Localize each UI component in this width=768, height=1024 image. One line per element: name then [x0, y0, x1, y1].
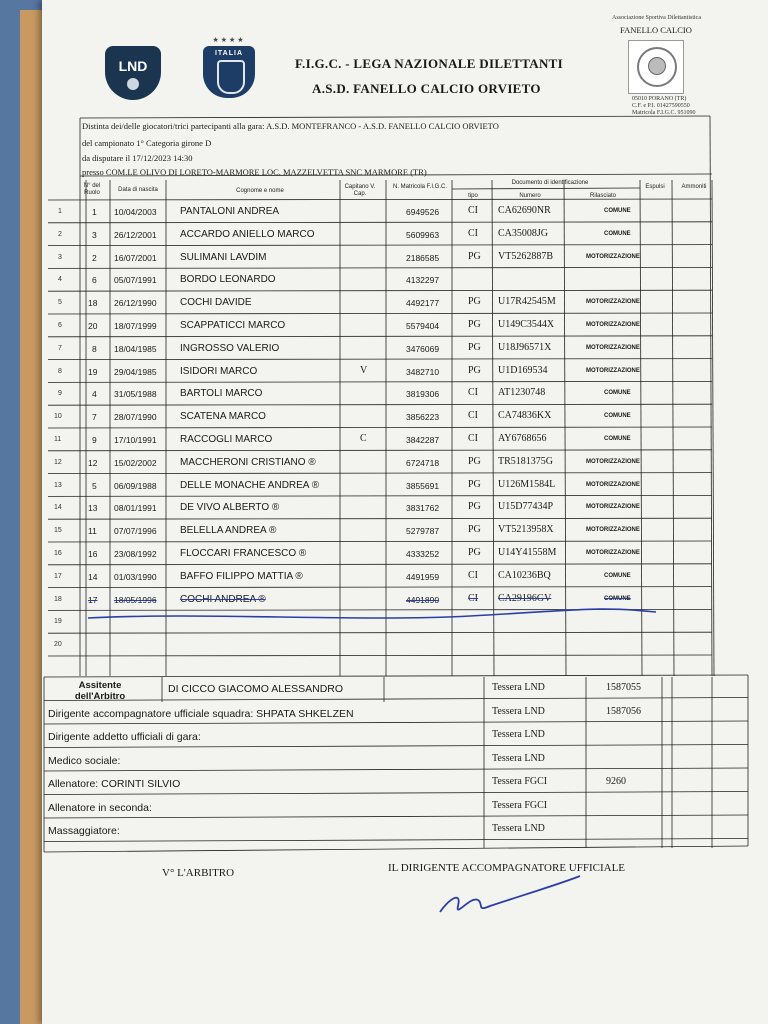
player-name: SCATENA MARCO	[180, 411, 266, 423]
doc-issuer: MOTORIZZAZIONE	[586, 322, 640, 328]
italia-logo-text: ITALIA	[214, 50, 244, 57]
player-name: BAFFO FILIPPO MATTIA ®	[180, 570, 303, 582]
player-number: 3	[92, 229, 97, 240]
birth-date: 29/04/1985	[114, 366, 157, 377]
doc-type: PG	[468, 319, 481, 330]
matricola: 3856223	[406, 412, 440, 423]
doc-number: VT5213958X	[498, 524, 554, 536]
doc-number: AY6768656	[498, 433, 547, 444]
matricola: 3819306	[406, 389, 440, 400]
doc-type: PG	[468, 547, 481, 558]
player-name: INGROSSO VALERIO	[180, 342, 280, 354]
doc-issuer: MOTORIZZAZIONE	[586, 550, 640, 556]
birth-date: 31/05/1988	[114, 389, 157, 400]
doc-type: PG	[468, 478, 481, 490]
birth-date: 01/03/1990	[114, 571, 157, 582]
birth-date: 05/07/1991	[114, 275, 157, 286]
card-type: Tessera LND	[492, 729, 545, 740]
club-small-line-3: Matricola F.I.G.C. 951090	[632, 110, 696, 116]
doc-type: PG	[468, 296, 481, 308]
staff-label: Medico sociale:	[48, 754, 121, 767]
matricola: 3855691	[406, 480, 440, 491]
manager-signature-label: IL DIRIGENTE ACCOMPAGNATORE UFFICIALE	[388, 862, 626, 874]
row-index: 7	[58, 344, 62, 352]
matricola: 2186585	[406, 252, 440, 263]
col-header-espulsi: Espulsi	[645, 184, 665, 190]
birth-date: 18/07/1999	[114, 321, 157, 331]
player-number: 7	[92, 412, 97, 423]
matricola: 6949526	[406, 207, 440, 217]
matricola: 4132297	[406, 275, 440, 286]
player-name: BELELLA ANDREA ®	[180, 525, 277, 537]
player-number: 4	[92, 389, 97, 400]
doc-number: U126M1584L	[498, 478, 556, 490]
doc-issuer: MOTORIZZAZIONE	[586, 481, 640, 488]
col-header-mat: N. Matricola F.I.G.C.	[392, 184, 447, 190]
matricola: 3476069	[406, 343, 440, 354]
doc-issuer: COMUNE	[604, 436, 631, 442]
birth-date: 10/04/2003	[114, 207, 157, 217]
card-type: Tessera FGCI	[492, 776, 548, 787]
lnd-logo-text: LND	[118, 58, 148, 74]
doc-number: U14Y41558M	[498, 547, 557, 558]
doc-issuer: COMUNE	[604, 413, 631, 420]
doc-issuer: COMUNE	[604, 572, 631, 579]
doc-type: CI	[468, 205, 478, 216]
doc-issuer: MOTORIZZAZIONE	[586, 367, 640, 374]
card-type: Tessera FGCI	[492, 799, 548, 811]
matricola: 4491959	[406, 571, 440, 582]
row-index: 16	[54, 550, 62, 557]
doc-type: CI	[468, 227, 478, 239]
col-header-ril: Rilasciato	[589, 193, 616, 199]
card-type: Tessera LND	[492, 752, 545, 764]
player-number: 12	[88, 457, 98, 468]
birth-date: 26/12/1990	[114, 298, 157, 309]
doc-type: CI	[468, 433, 478, 444]
doc-number: CA29196GV	[498, 592, 552, 604]
row-index: 13	[54, 481, 62, 489]
player-name: COCHI DAVIDE	[180, 297, 252, 309]
row-index: 9	[58, 390, 62, 398]
player-number: 6	[92, 275, 97, 286]
card-type: Tessera LND	[492, 682, 545, 693]
birth-date: 18/04/1985	[114, 343, 157, 354]
matricola: 3842287	[406, 435, 440, 445]
captain-mark: C	[360, 433, 367, 444]
player-number: 17	[88, 594, 98, 605]
player-number: 13	[88, 503, 98, 514]
doc-number: TR5181375G	[498, 455, 553, 467]
club-small-line-2: C.F. e P.I. 01427590550	[632, 103, 690, 109]
player-number: 9	[92, 435, 97, 445]
match-line-1: Distinta dei/delle giocatori/trici partecipanti alla gara: A.S.D. MONTEFRANCO - A.S.D. FANELLO CALCIO ORVIETO	[82, 121, 499, 131]
title-line-2: A.S.D. FANELLO CALCIO ORVIETO	[312, 81, 541, 96]
doc-issuer: COMUNE	[604, 208, 631, 214]
match-line-4: presso COM.LE OLIVO DI LORETO-MARMORE LOC. MAZZELVETTA SNC MARMORE (TR)	[82, 167, 427, 177]
matricola: 4333252	[406, 549, 440, 559]
staff-label: Assitente dell'Arbitro	[74, 680, 126, 702]
match-line-3: da disputare il 17/12/2023 14:30	[82, 153, 193, 163]
doc-issuer: MOTORIZZAZIONE	[586, 458, 640, 465]
doc-issuer: MOTORIZZAZIONE	[586, 299, 640, 306]
staff-label: Allenatore in seconda:	[48, 801, 152, 814]
player-number: 19	[88, 366, 98, 377]
staff-value: DI CICCO GIACOMO ALESSANDRO	[168, 683, 344, 695]
col-header-tipo: tipo	[468, 193, 478, 199]
player-number: 5	[92, 480, 97, 491]
col-header-date: Data di nascita	[118, 187, 158, 193]
player-number: 11	[88, 526, 97, 537]
col-header-num: N° del Ruolo	[83, 183, 101, 196]
player-number: 14	[88, 571, 98, 582]
birth-date: 06/09/1988	[114, 480, 157, 491]
row-index: 20	[54, 641, 62, 649]
row-index: 10	[54, 413, 62, 421]
matricola: 4491890	[406, 594, 440, 605]
doc-number: VT5262887B	[498, 250, 553, 262]
doc-number: AT1230748	[498, 387, 546, 399]
card-type: Tessera LND	[492, 823, 545, 834]
doc-issuer: MOTORIZZAZIONE	[586, 504, 640, 511]
player-name: SCAPPATICCI MARCO	[180, 320, 286, 331]
staff-label: Massaggiatore:	[48, 825, 120, 837]
doc-type: CI	[468, 410, 478, 422]
doc-number: U18J96571X	[498, 341, 552, 353]
doc-issuer: COMUNE	[604, 595, 631, 602]
title-line-1: F.I.G.C. - LEGA NAZIONALE DILETTANTI	[295, 56, 563, 71]
row-index: 5	[58, 299, 62, 307]
doc-number: CA62690NR	[498, 205, 551, 216]
doc-type: PG	[468, 341, 481, 353]
doc-issuer: COMUNE	[604, 390, 631, 397]
doc-number: CA10236BQ	[498, 569, 551, 581]
row-index: 19	[54, 618, 62, 626]
doc-issuer: COMUNE	[604, 230, 631, 237]
row-index: 1	[58, 208, 62, 215]
birth-date: 16/07/2001	[114, 252, 157, 263]
matricola: 5279787	[406, 526, 440, 537]
referee-signature-label: V° L'ARBITRO	[162, 867, 235, 879]
doc-issuer: MOTORIZZAZIONE	[586, 253, 640, 260]
player-number: 18	[88, 298, 98, 309]
doc-type: PG	[468, 501, 481, 513]
doc-type: CI	[468, 387, 478, 399]
player-name: ISIDORI MARCO	[180, 365, 258, 377]
doc-number: U15D77434P	[498, 501, 554, 513]
row-index: 3	[58, 253, 62, 261]
matricola: 4492177	[406, 298, 440, 309]
player-number: 2	[92, 252, 97, 263]
doc-number: CA35008JG	[498, 227, 549, 239]
birth-date: 17/10/1991	[114, 435, 157, 445]
doc-type: PG	[468, 524, 481, 536]
birth-date: 18/05/1996	[114, 594, 157, 605]
col-header-name: Cognome e nome	[236, 188, 284, 194]
row-index: 11	[54, 436, 62, 443]
doc-type: CI	[468, 592, 478, 604]
assoc-small-text: Associazione Sportiva Dilettantistica	[612, 15, 701, 21]
doc-type: PG	[468, 364, 481, 376]
col-header-ammoniti: Ammoniti	[681, 184, 707, 190]
player-number: 1	[92, 207, 97, 217]
matricola: 5579404	[406, 321, 440, 331]
doc-type: PG	[468, 455, 481, 467]
player-name: COCHI ANDREA ®	[180, 593, 266, 605]
birth-date: 28/07/1990	[114, 412, 157, 423]
col-header-docid: Documento di identificazione	[511, 180, 589, 186]
staff-label: Dirigente addetto ufficiali di gara:	[48, 731, 201, 743]
doc-number: CA74836KX	[498, 410, 552, 422]
player-number: 8	[92, 343, 97, 354]
row-index: 17	[54, 572, 62, 580]
card-type: Tessera LND	[492, 705, 545, 717]
match-line-2: del campionato 1° Categoria girone D	[82, 138, 212, 148]
row-index: 14	[54, 504, 62, 512]
row-index: 12	[54, 458, 62, 466]
player-name: BORDO LEONARDO	[180, 274, 276, 286]
captain-mark: V	[360, 364, 368, 376]
birth-date: 07/07/1996	[114, 526, 157, 537]
doc-number: U1D169534	[498, 364, 548, 376]
doc-number: U149C3544X	[498, 319, 555, 330]
player-name: DE VIVO ALBERTO ®	[180, 502, 280, 514]
player-name: ACCARDO ANIELLO MARCO	[180, 228, 315, 240]
doc-type: PG	[468, 250, 481, 262]
doc-issuer: MOTORIZZAZIONE	[586, 344, 640, 351]
row-index: 6	[58, 322, 62, 329]
card-number: 9260	[606, 776, 626, 787]
player-name: MACCHERONI CRISTIANO ®	[180, 456, 316, 468]
birth-date: 08/01/1991	[114, 503, 157, 514]
birth-date: 15/02/2002	[114, 457, 157, 468]
birth-date: 23/08/1992	[114, 549, 157, 559]
club-small-line-1: 05010 PORANO (TR)	[632, 96, 687, 102]
row-index: 15	[54, 527, 62, 535]
col-header-cap: Capitano V. Cap.	[344, 184, 376, 197]
matricola: 5609963	[406, 229, 440, 240]
player-name: BARTOLI MARCO	[180, 388, 263, 400]
stars-icon: ★★★★	[212, 37, 246, 44]
col-header-numero: Numero	[519, 193, 541, 199]
row-index: 18	[54, 595, 62, 603]
player-name: SULIMANI LAVDIM	[180, 251, 267, 263]
card-number: 1587055	[606, 682, 641, 693]
player-number: 16	[88, 549, 98, 559]
club-name: FANELLO CALCIO	[620, 25, 692, 35]
staff-label: Allenatore: CORINTI SILVIO	[48, 778, 181, 790]
row-index: 2	[58, 230, 62, 238]
card-number: 1587056	[606, 705, 641, 717]
player-name: RACCOGLI MARCO	[180, 434, 273, 445]
player-number: 20	[88, 321, 98, 331]
birth-date: 26/12/2001	[114, 229, 157, 240]
player-name: DELLE MONACHE ANDREA ®	[180, 479, 320, 491]
staff-label: Dirigente accompagnatore ufficiale squadra: SHPATA SHKELZEN	[48, 707, 354, 720]
player-name: PANTALONI ANDREA	[180, 206, 280, 217]
matricola: 3482710	[406, 366, 440, 377]
row-index: 4	[58, 276, 62, 284]
player-name: FLOCCARI FRANCESCO ®	[180, 548, 307, 559]
matricola: 3831762	[406, 503, 440, 514]
doc-type: CI	[468, 569, 478, 581]
doc-issuer: MOTORIZZAZIONE	[586, 527, 640, 534]
row-index: 8	[58, 367, 62, 375]
matricola: 6724718	[406, 457, 440, 468]
doc-number: U17R42545M	[498, 296, 556, 308]
